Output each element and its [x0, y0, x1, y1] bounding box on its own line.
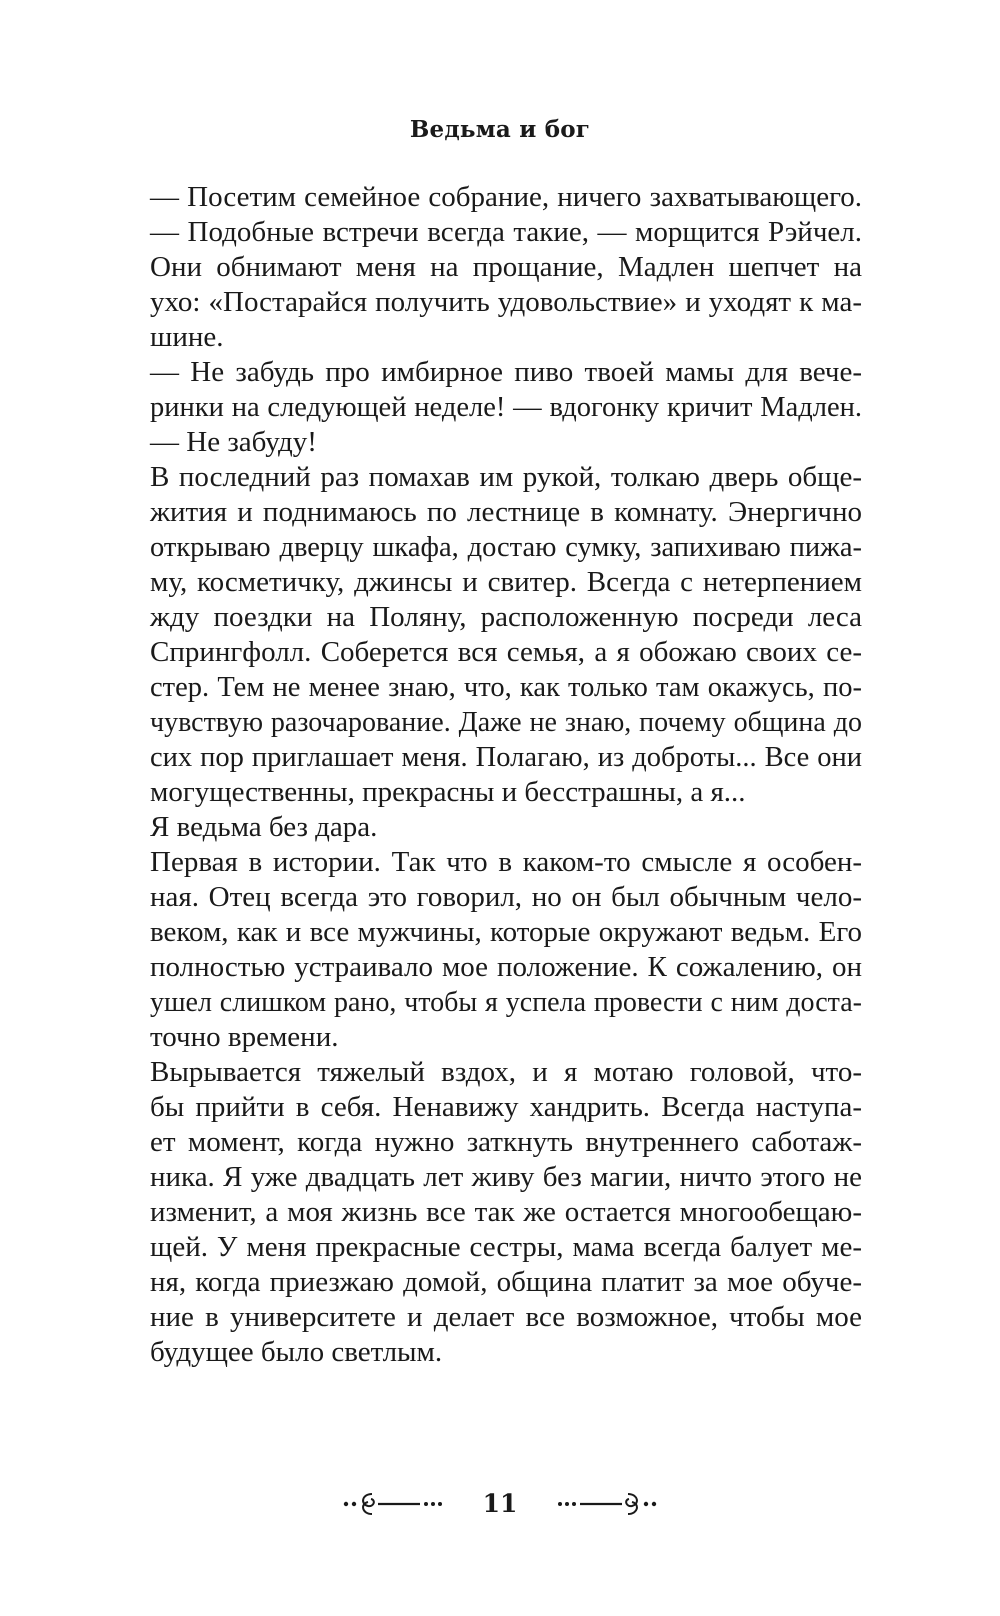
- text-line: — Не забудь про имбирное пиво твоей мамы для вече-: [150, 356, 862, 388]
- text-line: ня, когда приезжаю домой, община платит за мое обуче-: [150, 1266, 862, 1298]
- text-line: ушел слишком рано, чтобы я успела провести с ним доста-: [150, 987, 862, 1018]
- text-line: шине.: [150, 321, 224, 353]
- text-line: — Посетим семейное собрание, ничего захватывающего.: [150, 181, 862, 213]
- text-line: Они обнимают меня на прощание, Мадлен шепчет на: [150, 251, 862, 283]
- text-line: ринки на следующей неделе! — вдогонку кричит Мадлен.: [150, 392, 862, 423]
- page-footer: [0, 1482, 1000, 1526]
- text-line: точно времени.: [150, 1021, 339, 1053]
- text-line: Спрингфолл. Соберется вся семья, а я обожаю своих се-: [150, 636, 862, 668]
- text-line: ная. Отец всегда это говорил, но он был обычным чело-: [150, 881, 862, 913]
- text-line: — Подобные встречи всегда такие, — морщится Рэйчел.: [150, 216, 862, 248]
- text-line: ние в университете и делает все возможное, чтобы мое: [150, 1301, 862, 1333]
- text-line: ухо: «Постарайся получить удовольствие» и уходят к ма-: [150, 286, 862, 318]
- text-line: ника. Я уже двадцать лет живу без магии, ничто этого не: [150, 1161, 862, 1193]
- text-line: В последний раз помахав им рукой, толкаю дверь обще-: [150, 461, 862, 493]
- text-line: жду поездки на Поляну, расположенную посреди леса: [150, 601, 862, 633]
- text-line: полностью устраивало мое положение. К сожалению, он: [150, 951, 862, 983]
- text-line: бы прийти в себя. Ненавижу хандрить. Всегда наступа-: [150, 1091, 862, 1123]
- text-line: Первая в истории. Так что в каком-то смысле я особен-: [150, 846, 862, 878]
- text-line: могущественны, прекрасны и бесстрашны, а я...: [150, 776, 746, 808]
- running-title: Ведьма и бог: [409, 116, 591, 143]
- text-line: открываю дверцу шкафа, достаю сумку, запихиваю пижа-: [150, 532, 862, 563]
- text-line: Я ведьма без дара.: [150, 811, 378, 843]
- text-line: щей. У меня прекрасные сестры, мама всегда балует ме-: [150, 1231, 862, 1263]
- page-number: 11: [482, 1489, 518, 1518]
- text-line: чувствую разочарование. Даже не знаю, почему община до: [150, 707, 862, 738]
- body-text: [150, 180, 862, 1370]
- text-line: жития и поднимаюсь по лестнице в комнату. Энергично: [150, 496, 862, 528]
- text-line: — Не забуду!: [150, 426, 317, 458]
- text-line: ет момент, когда нужно заткнуть внутреннего саботаж-: [150, 1126, 862, 1158]
- text-line: му, косметичку, джинсы и свитер. Всегда с нетерпением: [150, 566, 862, 598]
- text-line: стер. Тем не менее знаю, что, как только там окажусь, по-: [150, 672, 862, 703]
- text-line: изменит, а моя жизнь все так же остается многообещаю-: [150, 1196, 862, 1228]
- text-line: веком, как и все мужчины, которые окружают ведьм. Его: [150, 916, 862, 948]
- text-line: сих пор приглашает меня. Полагаю, из доброты... Все они: [150, 742, 862, 773]
- text-line: будущее было светлым.: [150, 1336, 443, 1368]
- text-line: Вырывается тяжелый вздох, и я мотаю головой, что-: [150, 1056, 862, 1088]
